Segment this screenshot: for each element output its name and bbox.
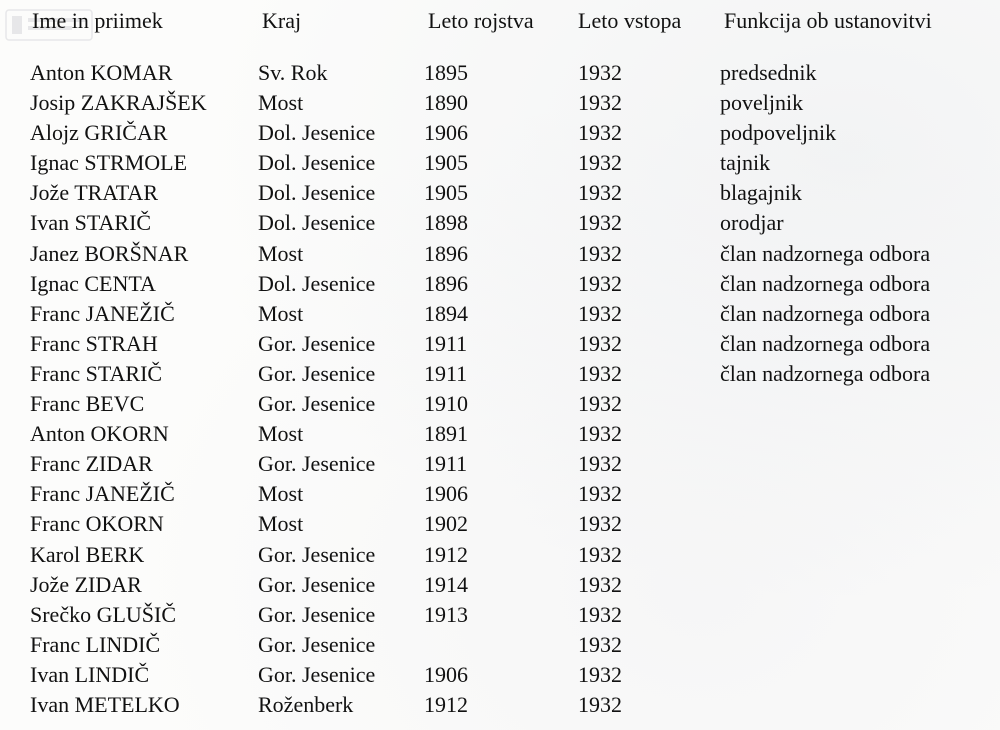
cell-name: Ignac STRMOLE	[30, 150, 188, 176]
cell-entry-year: 1932	[578, 481, 622, 507]
cell-birth-year: 1896	[424, 270, 468, 296]
cell-birth-year: 1906	[424, 120, 468, 146]
cell-entry-year: 1932	[578, 571, 622, 597]
cell-entry-year: 1932	[578, 631, 622, 657]
cell-place: Gor. Jesenice	[258, 330, 376, 356]
cell-name: Franc STRAH	[30, 330, 158, 356]
cell-name: Franc OKORN	[30, 511, 164, 537]
cell-name: Anton OKORN	[30, 421, 169, 447]
cell-place: Dol. Jesenice	[258, 270, 376, 296]
cell-birth-year: 1905	[424, 180, 468, 206]
cell-birth-year: 1911	[424, 451, 468, 477]
cell-founding-role: poveljnik	[720, 90, 804, 116]
header-founding-role: Funkcija ob ustanovitvi	[724, 8, 932, 33]
cell-place: Gor. Jesenice	[258, 571, 376, 597]
header-entry-year: Leto vstopa	[578, 8, 682, 33]
cell-entry-year: 1932	[578, 421, 622, 447]
cell-entry-year: 1932	[578, 270, 622, 296]
cell-entry-year: 1932	[578, 300, 622, 326]
cell-name: Ivan STARIČ	[30, 210, 152, 236]
cell-birth-year: 1911	[424, 330, 468, 356]
cell-place: Sv. Rok	[258, 60, 328, 85]
cell-entry-year: 1932	[578, 180, 622, 206]
cell-entry-year: 1932	[578, 451, 622, 477]
cell-place: Gor. Jesenice	[258, 360, 376, 386]
table-row	[0, 118, 1000, 148]
table-row	[0, 178, 1000, 208]
table-row	[0, 570, 1000, 600]
cell-birth-year: 1906	[424, 661, 468, 687]
cell-place: Most	[258, 481, 304, 507]
cell-founding-role: član nadzornega odbora	[720, 360, 931, 386]
cell-name: Anton KOMAR	[30, 60, 173, 85]
cell-place: Most	[258, 90, 304, 116]
cell-birth-year: 1905	[424, 150, 468, 176]
cell-name: Franc ZIDAR	[30, 451, 153, 477]
cell-name: Ignac CENTA	[30, 270, 156, 296]
cell-name: Ivan LINDIČ	[30, 661, 150, 687]
table-row	[0, 359, 1000, 389]
cell-entry-year: 1932	[578, 330, 622, 356]
cell-founding-role: blagajnik	[720, 180, 802, 206]
cell-entry-year: 1932	[578, 391, 622, 417]
cell-birth-year: 1906	[424, 481, 468, 507]
table-row	[0, 389, 1000, 419]
cell-birth-year: 1911	[424, 360, 468, 386]
cell-place: Dol. Jesenice	[258, 180, 376, 206]
cell-founding-role: tajnik	[720, 150, 771, 176]
table-row	[0, 148, 1000, 178]
table-row	[0, 208, 1000, 238]
cell-founding-role: predsednik	[720, 60, 817, 85]
table-row	[0, 449, 1000, 479]
member-table	[0, 58, 1000, 720]
cell-place: Gor. Jesenice	[258, 661, 376, 687]
cell-place: Most	[258, 511, 304, 537]
cell-founding-role: orodjar	[720, 210, 784, 236]
cell-birth-year: 1913	[424, 601, 468, 627]
cell-place: Most	[258, 240, 304, 266]
cell-founding-role: član nadzornega odbora	[720, 330, 931, 356]
cell-name: Franc LINDIČ	[30, 631, 161, 657]
cell-place: Gor. Jesenice	[258, 541, 376, 567]
table-row	[0, 88, 1000, 118]
cell-entry-year: 1932	[578, 360, 622, 386]
cell-birth-year: 1914	[424, 571, 468, 597]
cell-birth-year: 1902	[424, 511, 468, 537]
table-row	[0, 540, 1000, 570]
cell-place: Gor. Jesenice	[258, 601, 376, 627]
table-row	[0, 299, 1000, 329]
cell-birth-year: 1912	[424, 541, 468, 567]
cell-entry-year: 1932	[578, 541, 622, 567]
cell-place: Dol. Jesenice	[258, 120, 376, 146]
cell-name: Jože ZIDAR	[30, 571, 142, 597]
cell-entry-year: 1932	[578, 661, 622, 687]
cell-entry-year: 1932	[578, 210, 622, 236]
cell-place: Gor. Jesenice	[258, 451, 376, 477]
table-row	[0, 419, 1000, 449]
table-row	[0, 479, 1000, 509]
cell-entry-year: 1932	[578, 691, 622, 717]
cell-place: Dol. Jesenice	[258, 150, 376, 176]
cell-entry-year: 1932	[578, 60, 622, 85]
table-row	[0, 509, 1000, 539]
table-row	[0, 630, 1000, 660]
cell-birth-year: 1910	[424, 391, 468, 417]
cell-entry-year: 1932	[578, 150, 622, 176]
cell-entry-year: 1932	[578, 511, 622, 537]
cell-birth-year: 1894	[424, 300, 468, 326]
header-name: Ime in priimek	[32, 8, 163, 33]
table-row	[0, 660, 1000, 690]
header-place: Kraj	[262, 8, 302, 33]
cell-birth-year: 1895	[424, 60, 468, 85]
table-row	[0, 58, 1000, 88]
cell-entry-year: 1932	[578, 601, 622, 627]
cell-name: Franc JANEŽIČ	[30, 481, 175, 507]
cell-name: Josip ZAKRAJŠEK	[30, 90, 207, 116]
table-row	[0, 269, 1000, 299]
cell-name: Ivan METELKO	[30, 691, 180, 717]
cell-birth-year: 1898	[424, 210, 468, 236]
cell-name: Franc BEVC	[30, 391, 145, 417]
cell-birth-year: 1896	[424, 240, 468, 266]
cell-name: Franc STARIČ	[30, 360, 163, 386]
cell-founding-role: podpoveljnik	[720, 120, 837, 146]
cell-entry-year: 1932	[578, 240, 622, 266]
cell-place: Most	[258, 421, 304, 447]
cell-birth-year: 1891	[424, 421, 468, 447]
cell-name: Janez BORŠNAR	[30, 240, 189, 266]
cell-birth-year: 1890	[424, 90, 468, 116]
cell-place: Gor. Jesenice	[258, 391, 376, 417]
cell-name: Alojz GRIČAR	[30, 120, 168, 146]
cell-name: Franc JANEŽIČ	[30, 300, 175, 326]
table-row	[0, 690, 1000, 720]
cell-name: Jože TRATAR	[30, 180, 158, 206]
table-row	[0, 600, 1000, 630]
cell-entry-year: 1932	[578, 90, 622, 116]
cell-place: Roženberk	[258, 691, 354, 717]
cell-name: Srečko GLUŠIČ	[30, 601, 177, 627]
cell-birth-year: 1912	[424, 691, 468, 717]
cell-founding-role: član nadzornega odbora	[720, 270, 931, 296]
header-birth-year: Leto rojstva	[428, 8, 534, 33]
cell-place: Most	[258, 300, 304, 326]
cell-founding-role: član nadzornega odbora	[720, 300, 931, 326]
cell-place: Gor. Jesenice	[258, 631, 376, 657]
cell-entry-year: 1932	[578, 120, 622, 146]
table-row	[0, 239, 1000, 269]
cell-name: Karol BERK	[30, 541, 145, 567]
table-row	[0, 329, 1000, 359]
cell-founding-role: član nadzornega odbora	[720, 240, 931, 266]
cell-place: Dol. Jesenice	[258, 210, 376, 236]
